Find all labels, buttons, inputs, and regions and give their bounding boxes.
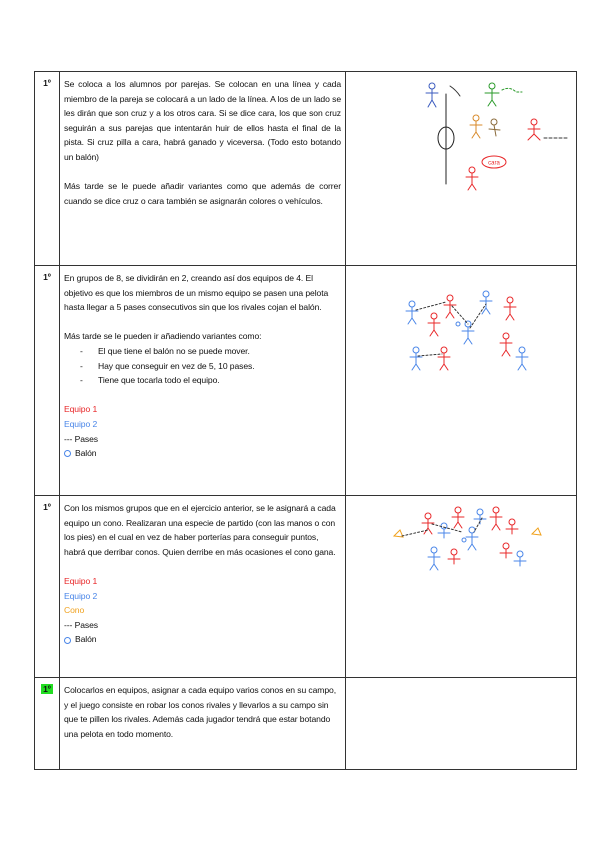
player-figure bbox=[500, 543, 512, 558]
legend-passes: --- Pases bbox=[64, 619, 98, 630]
legend-ball: Balón bbox=[75, 634, 97, 645]
description-text: Con los mismos grupos que en el ejercicio anterior, se le asignará a cada equipo un cono. Realizaran una especie de partido (con las manos o con los pies) en el cual en vez de haber porterías para conseguir puntos, habrá que derribar conos. Quien derribe en más ocasiones el cono gana. bbox=[64, 503, 336, 557]
player-figure bbox=[500, 333, 512, 356]
legend-team1: Equipo 1 bbox=[64, 575, 98, 586]
description-cell bbox=[60, 266, 346, 496]
row-number-cell bbox=[35, 678, 60, 770]
row-number: 1º bbox=[43, 272, 51, 282]
legend-team1: Equipo 1 bbox=[64, 404, 98, 415]
pass-line bbox=[450, 86, 460, 96]
legend-ball: Balón bbox=[75, 448, 97, 459]
list-item: - Hay que conseguir en vez de 5, 10 pases. bbox=[80, 359, 341, 374]
legend-passes: --- Pases bbox=[64, 433, 98, 444]
player-figure bbox=[448, 549, 460, 564]
cones-sketch bbox=[346, 496, 576, 678]
table-row bbox=[35, 678, 577, 770]
ball-icon bbox=[64, 637, 71, 644]
player-figure bbox=[514, 551, 526, 566]
variants-intro: Más tarde se le pueden ir añadiendo variantes como: bbox=[64, 331, 262, 342]
description-text: Se coloca a los alumnos por parejas. Se colocan en una línea y cada miembro de la pareja se colocará a un lado de la línea. A los de un lado se les dirán que son cruz y a los otros cara. Si se dice cara, los que son cruz seguirán a sus parejas que intentarán huir de ellos hasta el final de la pista. Si cruz pilla a cara, habrá ganado y viceversa. (Todo esto botando un balón) bbox=[64, 79, 341, 162]
sketch-label: cara bbox=[488, 160, 500, 167]
legend-cone: Cono bbox=[64, 605, 85, 616]
sketch-cell bbox=[346, 678, 577, 770]
description-cell bbox=[60, 72, 346, 266]
pass-line bbox=[470, 304, 486, 328]
player-figure bbox=[466, 527, 478, 550]
list-item: - Tiene que tocarla todo el equipo. bbox=[80, 373, 341, 388]
player-figure bbox=[406, 301, 418, 324]
player-figure bbox=[485, 83, 499, 106]
player-figure bbox=[506, 519, 518, 534]
variants-text: Más tarde se le puede añadir variantes como que además de correr cuando se dice cruz o cara también se asignarán colores o vehículos. bbox=[64, 181, 341, 206]
pass-line bbox=[502, 88, 522, 92]
player-figure bbox=[489, 119, 500, 136]
sketch-cell bbox=[346, 72, 577, 266]
description-text: Colocarlos en equipos, asignar a cada equipo varios conos en su campo, y el juego consiste en robar los conos rivales y llevarlos a su campo sin que te pillen los rivales. Además cada jugador tendrá que estar botando una pelota en todo momento. bbox=[64, 685, 336, 739]
row-number: 1º bbox=[43, 684, 51, 694]
player-figure bbox=[504, 297, 516, 320]
ball-icon bbox=[64, 450, 71, 457]
player-figure bbox=[426, 83, 438, 107]
player-figure bbox=[438, 523, 450, 538]
cara-cruz-sketch bbox=[346, 72, 576, 266]
row-number: 1º bbox=[43, 502, 51, 512]
pass-line bbox=[452, 306, 468, 324]
player-figure bbox=[428, 547, 440, 570]
sketch-cell bbox=[346, 496, 577, 678]
description-cell bbox=[60, 496, 346, 678]
row-number-cell bbox=[35, 266, 60, 496]
description-text: En grupos de 8, se dividirán en 2, creando así dos equipos de 4. El objetivo es que los miembros de un mismo equipo se pasen una pelota hasta llegar a 5 pases consecutivos sin que los rivales cojan el balón. bbox=[64, 273, 329, 313]
row-number: 1º bbox=[43, 78, 51, 88]
pass-line bbox=[474, 518, 482, 532]
list-item: - El que tiene el balón no se puede mover. bbox=[80, 344, 341, 359]
player-figure bbox=[490, 507, 502, 530]
variants-list bbox=[64, 344, 341, 388]
player-figure bbox=[528, 119, 540, 140]
row-number-cell bbox=[35, 72, 60, 266]
table-row bbox=[35, 266, 577, 496]
ball-mark bbox=[456, 322, 460, 326]
player-figure bbox=[410, 347, 422, 370]
table-row bbox=[35, 496, 577, 678]
pass-line bbox=[418, 354, 442, 356]
player-figure bbox=[428, 313, 440, 336]
sketch-cell bbox=[346, 266, 577, 496]
table-row bbox=[35, 72, 577, 266]
drills-table bbox=[34, 71, 577, 770]
player-figure bbox=[452, 507, 464, 528]
description-cell bbox=[60, 678, 346, 770]
ball-mark bbox=[462, 538, 466, 542]
legend-ball-row bbox=[64, 632, 341, 647]
player-figure bbox=[466, 167, 478, 190]
legend-team2: Equipo 2 bbox=[64, 418, 98, 429]
row-number-cell bbox=[35, 496, 60, 678]
player-figure bbox=[444, 295, 456, 318]
passes-sketch bbox=[346, 266, 576, 496]
cone-mark bbox=[532, 528, 541, 535]
legend-team2: Equipo 2 bbox=[64, 590, 98, 601]
pass-line bbox=[416, 302, 446, 310]
legend-ball-row bbox=[64, 446, 341, 461]
player-figure bbox=[516, 347, 528, 370]
player-figure bbox=[470, 115, 482, 138]
player-figure bbox=[438, 347, 450, 370]
